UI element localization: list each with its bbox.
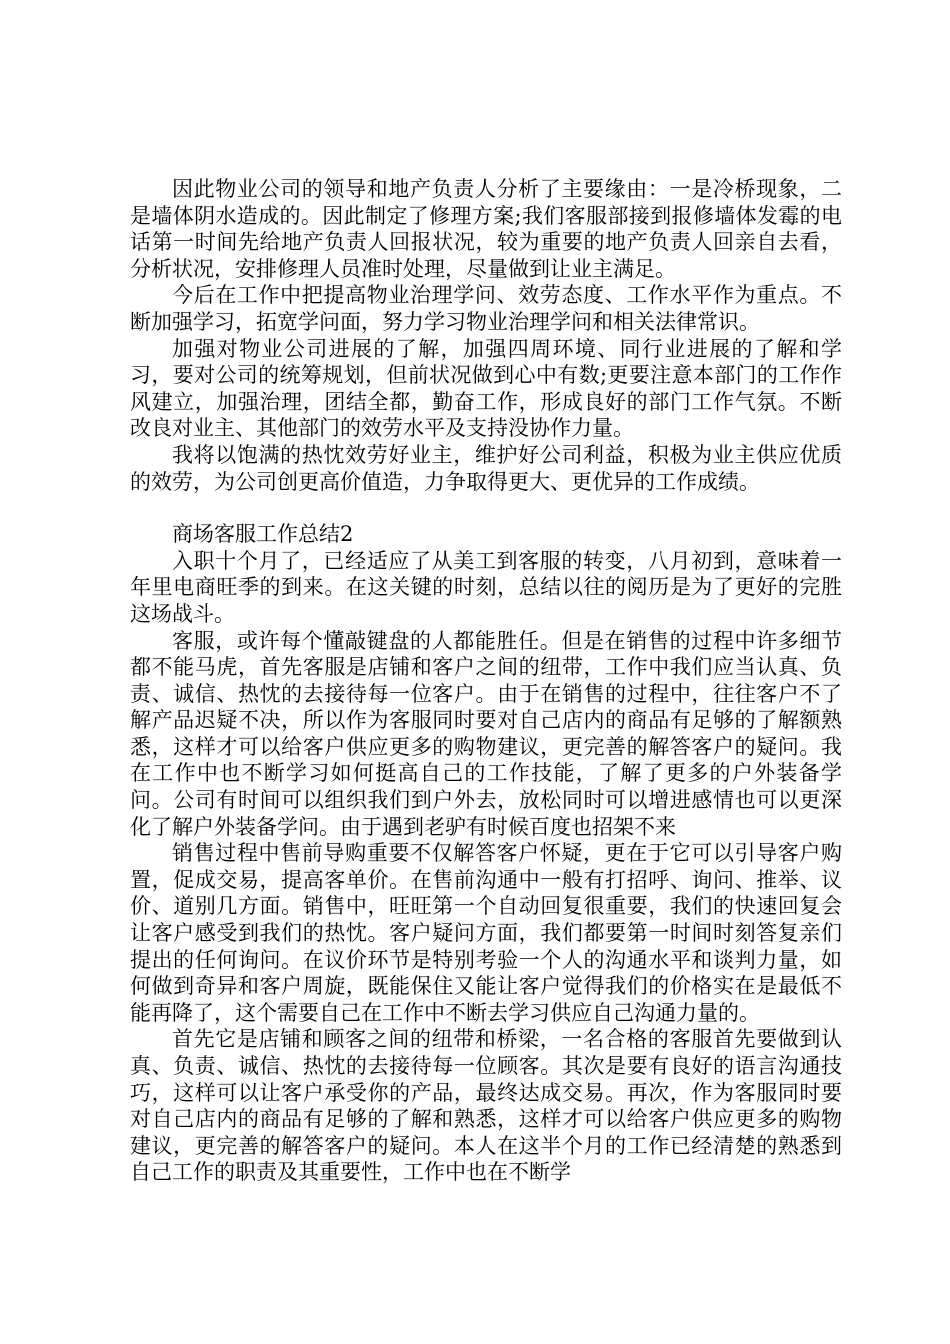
paragraph-repair-analysis: 因此物业公司的领导和地产负责人分析了主要缘由：一是冷桥现象，二是墙体阴水造成的。因此制定了修理方案;我们客服部接到报修墙体发霉的电话第一时间先给地产负责人回报状况，较为重要的地产负责人回亲自去看，分析状况，安排修理人员准时处理，尽量做到让业主满足。	[130, 177, 842, 281]
paragraph-future-focus: 今后在工作中把提高物业治理学问、效劳态度、工作水平作为重点。不断加强学习，拓宽学问面，努力学习物业治理学问和相关法律常识。	[130, 283, 842, 334]
document-page	[130, 176, 842, 1186]
paragraph-commitment: 我将以饱满的热忱效劳好业主，维护好公司利益，积极为业主供应优质的效劳，为公司创更高价值造，力争取得更大、更优异的工作成绩。	[130, 442, 842, 494]
paragraph-presales: 销售过程中售前导购重要不仅解答客户怀疑，更在于它可以引导客户购置，促成交易，提高客单价。在售前沟通中一般有打招呼、询问、推举、议价、道别几方面。销售中，旺旺第一个自动回复很重要，我们的快速回复会让客户感受到我们的热忱。客户疑问方面，我们都要第一时间时刻答复亲们提出的任何询问。在议价环节是特别考验一个人的沟通水平和谈判力量，如何做到奇异和客户周旋，既能保住又能让客户觉得我们的价格实在是最低不能再降了，这个需要自己在工作中不断去学习供应自己沟通力量的。	[130, 841, 842, 1025]
paragraph-customer-service: 客服，或许每个懂敲键盘的人都能胜任。但是在销售的过程中许多细节都不能马虎，首先客服是店铺和客户之间的纽带，工作中我们应当认真、负责、诚信、热忱的去接待每一位客户。由于在销售的过程中，往往客户不了解产品迟疑不决，所以作为客服同时要对自己店内的商品有足够的了解额熟悉，这样才可以给客户供应更多的购物建议，更完善的解答客户的疑问。我在工作中也不断学习如何挺高自己的工作技能，了解了更多的户外装备学问。公司有时间可以组织我们到户外去，放松同时可以增进感情也可以更深化了解户外装备学问。由于遇到老驴有时候百度也招架不来	[130, 628, 842, 839]
section-title: 商场客服工作总结2	[172, 522, 354, 547]
paragraph-intro: 入职十个月了，已经适应了从美工到客服的转变，八月初到，意味着一年里电商旺季的到来。在这关键的时刻，总结以往的阅历是为了更好的完胜这场战斗。	[130, 548, 842, 626]
paragraph-strengthen-understanding: 加强对物业公司进展的了解，加强四周环境、同行业进展的了解和学习，要对公司的统筹规划，但前状况做到心中有数;更要注意本部门的工作作风建立，加强治理，团结全都，勤奋工作，形成良好的部门工作气氛。不断改良对业主、其他部门的效劳水平及支持没协作力量。	[130, 336, 842, 441]
paragraph-bridge: 首先它是店铺和顾客之间的纽带和桥梁，一名合格的客服首先要做到认真、负责、诚信、热忱的去接待每一位顾客。其次是要有良好的语言沟通技巧，这样可以让客户承受你的产品，最终达成交易。再次，作为客服同时要对自己店内的商品有足够的了解和熟悉，这样才可以给客户供应更多的购物建议，更完善的解答客户的疑问。本人在这半个月的工作已经清楚的熟悉到自己工作的职责及其重要性，工作中也在不断学	[130, 1027, 842, 1185]
